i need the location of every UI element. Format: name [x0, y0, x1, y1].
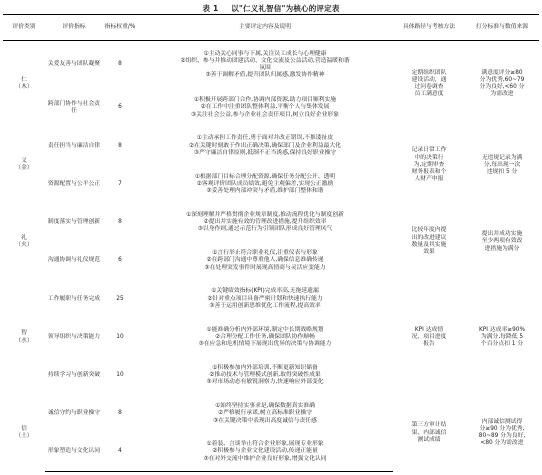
category-name: （金） [15, 165, 33, 172]
header-weight: 指标权重/% [103, 15, 137, 41]
indicator-name: 公平公正 [76, 180, 101, 187]
score-line: 无违规记录为满 [481, 154, 523, 161]
category-cell [3, 127, 45, 204]
score-line: 违规扣 5 分 [486, 169, 518, 176]
content-cell [137, 89, 393, 127]
content-line: ①积极参加内外部培训,不断更新知识储备 [212, 364, 318, 371]
indicator-cell [45, 433, 103, 471]
content-cell [137, 357, 393, 395]
content-cell [137, 433, 393, 471]
score-line: 至少两项有效改 [481, 238, 523, 245]
content-line: ②合理分配工作任务,确保团队协作顺畅 [215, 333, 315, 340]
category-cell [3, 280, 45, 395]
method-line: 出的改进建议 [411, 234, 447, 241]
content-line: 氛围 [259, 64, 271, 71]
score-line: 分≥90 分为优秀, [479, 425, 525, 432]
table-row [3, 127, 539, 165]
indicator-name: 沟通协调与 [47, 257, 77, 264]
content-line: ①主动关心同事与下属,关注员工成长与心理健康 [203, 50, 327, 57]
indicator-cell [45, 395, 103, 433]
content-line: ①始终坚持实事求是,确保数据真实准确 [215, 403, 315, 410]
indicator-cell [45, 165, 103, 203]
score-line: 为满分,每降低 5 [480, 333, 524, 340]
content-line: ②积极参与企业文化建设活动,传递正能量 [212, 448, 318, 455]
indicator-cell [45, 204, 103, 242]
score-cell [465, 204, 539, 281]
score-line: 个百分点扣 1 分 [480, 341, 524, 348]
category-cell [3, 395, 45, 472]
score-line: <80 分为需改进 [480, 440, 524, 447]
method-line: 财务报表和个 [411, 169, 447, 176]
indicator-name: 跨部门协作与 [47, 100, 83, 107]
content-cell [137, 318, 393, 356]
content-line: ③关注社会公益,参与企业社会责任项目,树立良好企业形象 [190, 111, 339, 118]
content-line: ③对市场动态有敏锐洞察力,快速响应外部变化 [206, 379, 324, 386]
method-cell [393, 204, 465, 281]
weight-cell: 10 [116, 333, 124, 340]
indicator-name: 资源配置与 [47, 180, 77, 187]
content-cell [137, 127, 393, 165]
weight-cell: 8 [118, 61, 122, 68]
weight-cell: 4 [103, 433, 137, 471]
indicator-cell [45, 127, 103, 165]
category-cell [3, 41, 45, 128]
weight-cell: 8 [118, 219, 122, 226]
weight-cell: 6 [118, 104, 122, 111]
score-line: 提出并成功实施 [481, 231, 523, 238]
content-line: ③在对外交流中维护企业良好形象,增强文化认同 [203, 455, 327, 462]
evaluation-table [3, 14, 539, 472]
category-name: 智 [21, 330, 27, 337]
content-line: ③在处理突发事件时展现高情商与灵活应变能力 [204, 264, 326, 271]
method-cell [393, 41, 465, 128]
content-line: ①关键绩效指标(KPI)完成率高,无拖延遗漏 [211, 288, 319, 295]
table-row [3, 395, 539, 433]
weight-cell: 10 [116, 372, 124, 379]
content-line: ③在应急和危机情境下展现出优异的决策与协调能力 [198, 341, 332, 348]
indicator-name: 廉洁自律 [76, 142, 101, 149]
indicator-cell [45, 89, 103, 127]
indicator-cell [45, 41, 103, 89]
indicator-name: 职业操守 [76, 410, 101, 417]
caption-title: 以"仁义礼智信"为核心的评定表 [231, 4, 340, 13]
content-cell [137, 165, 393, 203]
indicator-name: 持续学习与 [47, 372, 77, 379]
indicator-name: 创新突破 [76, 372, 101, 379]
score-cell [465, 395, 539, 472]
method-line: 建设活动，通 [411, 76, 447, 83]
category-name: 义 [21, 158, 27, 165]
indicator-name: 任务完成 [76, 295, 101, 302]
method-cell [393, 127, 465, 204]
header-content: 主要评定内容及说明 [137, 15, 393, 41]
content-line: ②在关键时刻敢于作出正确决策,确保部门及企业利益最大化 [189, 142, 341, 149]
weight-cell: 7 [118, 180, 122, 187]
content-line: ③以身作则,通过示范行为引领团队形成良好管理风气 [197, 226, 333, 233]
content-line: ②在工作中注重团队整体利益,平衡个人与集体发展 [200, 104, 330, 111]
content-line: ①主动承担工作责任,勇于面对并改正错误,不推诿扯皮 [196, 135, 334, 142]
content-cell [137, 41, 393, 89]
indicator-name: 领导组织与 [47, 333, 77, 340]
table-header-row [3, 15, 539, 41]
category-name: （土） [15, 433, 33, 440]
content-cell [137, 204, 393, 242]
header-score: 打分标准与数值来源 [465, 15, 539, 41]
content-line: ②在跨部门沟通中尊重他人,确保信息准确传递 [206, 257, 324, 264]
content-line: ②客观评价团队成员绩效,避免主观偏差,实现公正激励 [196, 180, 334, 187]
score-line: 满意度评分≥80 [481, 69, 523, 76]
method-line: KPI 达成情 [414, 326, 444, 333]
indicator-name: 关爱友善与 [47, 61, 77, 68]
header-method: 具体路径与考核方法 [393, 15, 465, 41]
score-line: 为需改进 [490, 91, 514, 98]
content-line: ③在关键决策中表现出高度诚信与责任感 [213, 417, 317, 424]
method-line: 报告 [423, 341, 435, 348]
method-cell [393, 280, 465, 395]
content-cell [137, 395, 393, 433]
content-line: ②提出并实施有效的管理改进措施,提升组织效率 [203, 219, 327, 226]
method-line: 况、项目进度 [411, 333, 447, 340]
content-line: ①言行举止符合职业礼仪,注重仪表与形象 [212, 250, 318, 257]
indicator-name: 形象塑造与 [47, 448, 77, 455]
content-line: ②针对重点项目具备严密计划和快速执行能力 [207, 295, 323, 302]
content-line: ②组织、参与并推动团建活动、文化交流及公益活动,营造温暖和谐 [180, 57, 350, 64]
indicator-name: 礼仪规范 [76, 257, 101, 264]
indicator-cell [45, 357, 103, 395]
score-line: 分为优秀,60~79 [479, 76, 525, 83]
score-line: 内部诚信测试得 [481, 418, 523, 425]
header-category: 评价类别 [3, 15, 45, 41]
method-line: 果、内部诚信 [411, 429, 447, 436]
method-line: 效果 [423, 249, 435, 256]
indicator-name: 工作履职与 [47, 295, 77, 302]
content-line: ③善于调解矛盾,提升团队归属感,激发协作精神 [205, 72, 325, 79]
table-caption [0, 3, 542, 14]
category-name: 礼 [21, 234, 27, 241]
weight-cell: 8 [118, 410, 122, 417]
weight-cell: 25 [116, 295, 124, 302]
indicator-name: 管理创新 [76, 219, 101, 226]
score-line: KPI 达成率≥90% [479, 326, 525, 333]
score-cell [465, 127, 539, 204]
indicator-cell [45, 242, 103, 280]
category-name: 仁 [21, 76, 27, 83]
content-line: ③善于运用创新思维优化工作流程,提高效率 [209, 302, 321, 309]
content-cell [137, 242, 393, 280]
content-cell [137, 280, 393, 318]
score-cell [465, 280, 539, 395]
category-cell [3, 204, 45, 281]
method-line: 人财产申报 [414, 176, 444, 183]
category-name: （水） [15, 337, 33, 344]
score-line: 分,每出现一次 [483, 161, 521, 168]
content-line: ①能准确分析内外部环境,制定中长期战略规划 [206, 326, 324, 333]
weight-cell: 6 [118, 257, 122, 264]
indicator-name: 制度落实与 [47, 219, 77, 226]
table-row [3, 41, 539, 89]
content-line: ①积极开展跨部门合作,协调内部资源,助力项目顺利实施 [193, 97, 337, 104]
method-line: 第三方审计结 [411, 422, 447, 429]
category-name: （木） [15, 84, 33, 91]
category-name: 信 [21, 425, 27, 432]
content-line: ②严格履行承诺,树立高标准职业操守 [218, 410, 312, 417]
method-line: 测试成绩 [417, 436, 441, 443]
score-line: 80~89 分为良好, [478, 433, 526, 440]
content-line: ①着装、言谈举止符合企业形象,展现专业形象 [206, 441, 324, 448]
content-line: ②推动技术与管理模式创新,取得突破性成果 [209, 372, 321, 379]
indicator-cell [45, 280, 103, 318]
header-indicator: 评价指标 [45, 15, 103, 41]
content-line: ①深刻理解并严格贯彻企业规章制度,推动流程优化与制度创新 [186, 211, 344, 218]
indicator-name: 团队凝聚 [76, 61, 101, 68]
table-row [3, 204, 539, 242]
indicator-name: 诚信守约与 [47, 410, 77, 417]
indicator-cell [45, 318, 103, 356]
indicator-name: 社会责任 [71, 100, 101, 115]
content-line: ①根据部门目标合理分配资源,确保任务分配公开、透明 [194, 173, 336, 180]
method-line: 数量及其实施 [411, 241, 447, 248]
content-line: ③妥善处理内部冲突与矛盾,维护部门整体和谐 [206, 188, 324, 195]
weight-cell: 8 [118, 142, 122, 149]
method-line: 中的决策行 [414, 154, 444, 161]
indicator-name: 决策能力 [76, 333, 101, 340]
table-body [3, 41, 539, 472]
score-line: 进措施为满分 [484, 245, 520, 252]
method-line: 过问卷调查 [414, 84, 444, 91]
indicator-name: 责任担当与 [47, 142, 77, 149]
method-line: 员工满意度 [414, 91, 444, 98]
caption-number: 表 1 [202, 4, 219, 13]
method-cell [393, 395, 465, 472]
method-line: 比较年度内提 [411, 227, 447, 234]
content-line: ③严守廉洁自律原则,抵制不正当诱惑,保持良好职业操守 [193, 149, 337, 156]
method-line: 定期组织团队 [411, 69, 447, 76]
method-line: 记录日常工作 [411, 147, 447, 154]
method-line: 为,定期审查 [413, 161, 445, 168]
category-name: （火） [15, 241, 33, 248]
table-row [3, 280, 539, 318]
score-cell [465, 41, 539, 128]
score-line: 分为良好,<60 分 [479, 84, 525, 91]
indicator-name: 文化认同 [76, 448, 101, 455]
